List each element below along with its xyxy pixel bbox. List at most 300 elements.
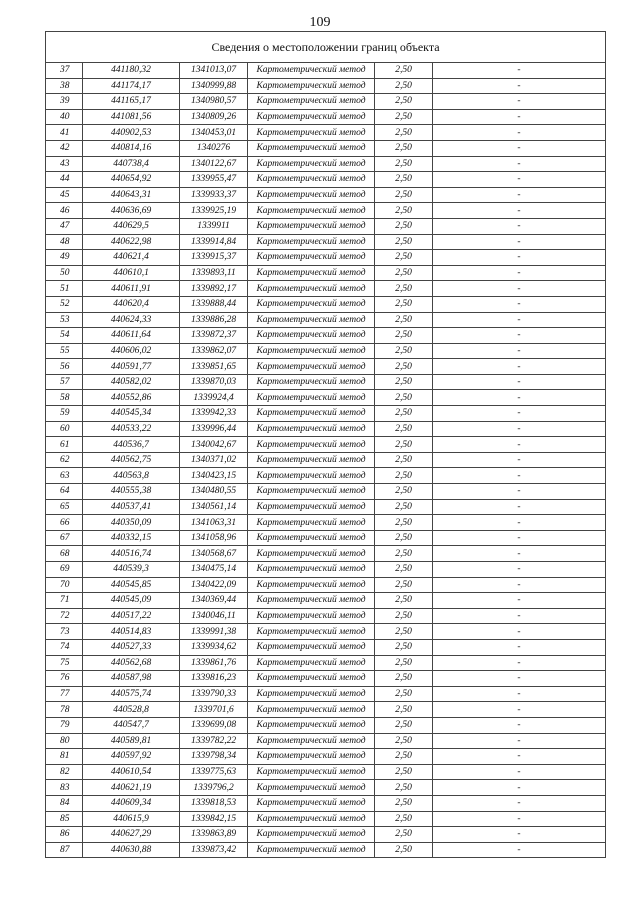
point-number-cell: 44 — [46, 172, 83, 188]
y-coordinate-cell: 1339911 — [180, 218, 248, 234]
description-cell: - — [433, 546, 606, 562]
method-cell: Картометрический метод — [248, 281, 375, 297]
x-coordinate-cell: 440332,15 — [83, 530, 180, 546]
description-cell: - — [433, 452, 606, 468]
y-coordinate-cell: 1339888,44 — [180, 296, 248, 312]
accuracy-cell: 2,50 — [375, 484, 433, 500]
point-number-cell: 60 — [46, 421, 83, 437]
method-cell: Картометрический метод — [248, 780, 375, 796]
point-number-cell: 69 — [46, 562, 83, 578]
method-cell: Картометрический метод — [248, 390, 375, 406]
y-coordinate-cell: 1339996,44 — [180, 421, 248, 437]
point-number-cell: 73 — [46, 624, 83, 640]
x-coordinate-cell: 440621,4 — [83, 250, 180, 266]
x-coordinate-cell: 440539,3 — [83, 562, 180, 578]
x-coordinate-cell: 440536,7 — [83, 437, 180, 453]
point-number-cell: 43 — [46, 156, 83, 172]
method-cell: Картометрический метод — [248, 717, 375, 733]
x-coordinate-cell: 440562,68 — [83, 655, 180, 671]
point-number-cell: 52 — [46, 296, 83, 312]
description-cell: - — [433, 125, 606, 141]
method-cell: Картометрический метод — [248, 608, 375, 624]
method-cell: Картометрический метод — [248, 624, 375, 640]
y-coordinate-cell: 1340480,55 — [180, 484, 248, 500]
table-row — [46, 203, 606, 219]
x-coordinate-cell: 440624,33 — [83, 312, 180, 328]
point-number-cell: 77 — [46, 686, 83, 702]
method-cell: Картометрический метод — [248, 421, 375, 437]
method-cell: Картометрический метод — [248, 484, 375, 500]
method-cell: Картометрический метод — [248, 733, 375, 749]
method-cell: Картометрический метод — [248, 406, 375, 422]
x-coordinate-cell: 440552,86 — [83, 390, 180, 406]
x-coordinate-cell: 440555,38 — [83, 484, 180, 500]
point-number-cell: 83 — [46, 780, 83, 796]
x-coordinate-cell: 440582,02 — [83, 374, 180, 390]
table-row — [46, 94, 606, 110]
method-cell: Картометрический метод — [248, 639, 375, 655]
x-coordinate-cell: 440517,22 — [83, 608, 180, 624]
y-coordinate-cell: 1340475,14 — [180, 562, 248, 578]
y-coordinate-cell: 1339886,28 — [180, 312, 248, 328]
description-cell: - — [433, 343, 606, 359]
description-cell: - — [433, 140, 606, 156]
accuracy-cell: 2,50 — [375, 764, 433, 780]
accuracy-cell: 2,50 — [375, 109, 433, 125]
table-row — [46, 546, 606, 562]
x-coordinate-cell: 440620,4 — [83, 296, 180, 312]
method-cell: Картометрический метод — [248, 593, 375, 609]
description-cell: - — [433, 390, 606, 406]
description-cell: - — [433, 250, 606, 266]
description-cell: - — [433, 374, 606, 390]
y-coordinate-cell: 1339924,4 — [180, 390, 248, 406]
y-coordinate-cell: 1339942,33 — [180, 406, 248, 422]
y-coordinate-cell: 1340980,57 — [180, 94, 248, 110]
x-coordinate-cell: 440533,22 — [83, 421, 180, 437]
accuracy-cell: 2,50 — [375, 218, 433, 234]
point-number-cell: 40 — [46, 109, 83, 125]
y-coordinate-cell: 1339790,33 — [180, 686, 248, 702]
x-coordinate-cell: 440606,02 — [83, 343, 180, 359]
description-cell: - — [433, 265, 606, 281]
method-cell: Картометрический метод — [248, 343, 375, 359]
accuracy-cell: 2,50 — [375, 452, 433, 468]
accuracy-cell: 2,50 — [375, 312, 433, 328]
table-row — [46, 109, 606, 125]
accuracy-cell: 2,50 — [375, 593, 433, 609]
description-cell: - — [433, 717, 606, 733]
accuracy-cell: 2,50 — [375, 780, 433, 796]
accuracy-cell: 2,50 — [375, 608, 433, 624]
method-cell: Картометрический метод — [248, 140, 375, 156]
method-cell: Картометрический метод — [248, 671, 375, 687]
accuracy-cell: 2,50 — [375, 499, 433, 515]
x-coordinate-cell: 440609,34 — [83, 795, 180, 811]
table-row — [46, 452, 606, 468]
y-coordinate-cell: 1341013,07 — [180, 63, 248, 79]
description-cell: - — [433, 359, 606, 375]
table-row — [46, 125, 606, 141]
point-number-cell: 51 — [46, 281, 83, 297]
method-cell: Картометрический метод — [248, 827, 375, 843]
accuracy-cell: 2,50 — [375, 717, 433, 733]
table-row — [46, 795, 606, 811]
description-cell: - — [433, 499, 606, 515]
x-coordinate-cell: 440545,34 — [83, 406, 180, 422]
x-coordinate-cell: 440591,77 — [83, 359, 180, 375]
accuracy-cell: 2,50 — [375, 78, 433, 94]
x-coordinate-cell: 440621,19 — [83, 780, 180, 796]
y-coordinate-cell: 1339818,53 — [180, 795, 248, 811]
y-coordinate-cell: 1340453,01 — [180, 125, 248, 141]
description-cell: - — [433, 702, 606, 718]
accuracy-cell: 2,50 — [375, 343, 433, 359]
method-cell: Картометрический метод — [248, 63, 375, 79]
y-coordinate-cell: 1339851,65 — [180, 359, 248, 375]
method-cell: Картометрический метод — [248, 842, 375, 858]
description-cell: - — [433, 406, 606, 422]
y-coordinate-cell: 1339782,22 — [180, 733, 248, 749]
method-cell: Картометрический метод — [248, 577, 375, 593]
method-cell: Картометрический метод — [248, 686, 375, 702]
table-row — [46, 172, 606, 188]
x-coordinate-cell: 440545,85 — [83, 577, 180, 593]
table-row — [46, 827, 606, 843]
x-coordinate-cell: 440629,5 — [83, 218, 180, 234]
point-number-cell: 82 — [46, 764, 83, 780]
accuracy-cell: 2,50 — [375, 686, 433, 702]
x-coordinate-cell: 440611,91 — [83, 281, 180, 297]
description-cell: - — [433, 94, 606, 110]
boundary-coordinates-table — [45, 31, 606, 858]
method-cell: Картометрический метод — [248, 250, 375, 266]
description-cell: - — [433, 733, 606, 749]
y-coordinate-cell: 1339870,03 — [180, 374, 248, 390]
method-cell: Картометрический метод — [248, 437, 375, 453]
accuracy-cell: 2,50 — [375, 156, 433, 172]
accuracy-cell: 2,50 — [375, 671, 433, 687]
accuracy-cell: 2,50 — [375, 468, 433, 484]
y-coordinate-cell: 1341058,96 — [180, 530, 248, 546]
table-row — [46, 749, 606, 765]
point-number-cell: 47 — [46, 218, 83, 234]
point-number-cell: 59 — [46, 406, 83, 422]
point-number-cell: 38 — [46, 78, 83, 94]
y-coordinate-cell: 1339842,15 — [180, 811, 248, 827]
method-cell: Картометрический метод — [248, 562, 375, 578]
point-number-cell: 50 — [46, 265, 83, 281]
method-cell: Картометрический метод — [248, 265, 375, 281]
accuracy-cell: 2,50 — [375, 421, 433, 437]
table-row — [46, 624, 606, 640]
y-coordinate-cell: 1340122,67 — [180, 156, 248, 172]
point-number-cell: 39 — [46, 94, 83, 110]
table-row — [46, 811, 606, 827]
method-cell: Картометрический метод — [248, 499, 375, 515]
method-cell: Картометрический метод — [248, 655, 375, 671]
accuracy-cell: 2,50 — [375, 250, 433, 266]
y-coordinate-cell: 1339872,37 — [180, 328, 248, 344]
point-number-cell: 55 — [46, 343, 83, 359]
accuracy-cell: 2,50 — [375, 577, 433, 593]
table-row — [46, 218, 606, 234]
point-number-cell: 61 — [46, 437, 83, 453]
accuracy-cell: 2,50 — [375, 281, 433, 297]
y-coordinate-cell: 1339892,17 — [180, 281, 248, 297]
table-row — [46, 515, 606, 531]
y-coordinate-cell: 1340809,26 — [180, 109, 248, 125]
method-cell: Картометрический метод — [248, 234, 375, 250]
table-title-row — [46, 32, 606, 63]
table-row — [46, 390, 606, 406]
accuracy-cell: 2,50 — [375, 827, 433, 843]
table-row — [46, 63, 606, 79]
method-cell: Картометрический метод — [248, 468, 375, 484]
table-row — [46, 577, 606, 593]
x-coordinate-cell: 440547,7 — [83, 717, 180, 733]
method-cell: Картометрический метод — [248, 328, 375, 344]
y-coordinate-cell: 1340422,09 — [180, 577, 248, 593]
point-number-cell: 49 — [46, 250, 83, 266]
table-row — [46, 250, 606, 266]
table-row — [46, 468, 606, 484]
description-cell: - — [433, 562, 606, 578]
method-cell: Картометрический метод — [248, 452, 375, 468]
method-cell: Картометрический метод — [248, 312, 375, 328]
accuracy-cell: 2,50 — [375, 374, 433, 390]
accuracy-cell: 2,50 — [375, 203, 433, 219]
x-coordinate-cell: 440636,69 — [83, 203, 180, 219]
table-row — [46, 702, 606, 718]
method-cell: Картометрический метод — [248, 795, 375, 811]
method-cell: Картометрический метод — [248, 546, 375, 562]
x-coordinate-cell: 440350,09 — [83, 515, 180, 531]
description-cell: - — [433, 624, 606, 640]
y-coordinate-cell: 1339991,38 — [180, 624, 248, 640]
table-row — [46, 842, 606, 858]
y-coordinate-cell: 1340999,88 — [180, 78, 248, 94]
point-number-cell: 57 — [46, 374, 83, 390]
table-row — [46, 359, 606, 375]
accuracy-cell: 2,50 — [375, 624, 433, 640]
description-cell: - — [433, 608, 606, 624]
accuracy-cell: 2,50 — [375, 655, 433, 671]
method-cell: Картометрический метод — [248, 749, 375, 765]
point-number-cell: 56 — [46, 359, 83, 375]
method-cell: Картометрический метод — [248, 172, 375, 188]
table-row — [46, 562, 606, 578]
table-row — [46, 733, 606, 749]
point-number-cell: 79 — [46, 717, 83, 733]
method-cell: Картометрический метод — [248, 94, 375, 110]
accuracy-cell: 2,50 — [375, 140, 433, 156]
method-cell: Картометрический метод — [248, 156, 375, 172]
accuracy-cell: 2,50 — [375, 234, 433, 250]
point-number-cell: 48 — [46, 234, 83, 250]
y-coordinate-cell: 1340046,11 — [180, 608, 248, 624]
point-number-cell: 84 — [46, 795, 83, 811]
table-row — [46, 312, 606, 328]
table-row — [46, 187, 606, 203]
x-coordinate-cell: 440545,09 — [83, 593, 180, 609]
point-number-cell: 86 — [46, 827, 83, 843]
table-row — [46, 764, 606, 780]
accuracy-cell: 2,50 — [375, 296, 433, 312]
point-number-cell: 78 — [46, 702, 83, 718]
y-coordinate-cell: 1340276 — [180, 140, 248, 156]
method-cell: Картометрический метод — [248, 203, 375, 219]
point-number-cell: 80 — [46, 733, 83, 749]
y-coordinate-cell: 1339862,07 — [180, 343, 248, 359]
point-number-cell: 71 — [46, 593, 83, 609]
y-coordinate-cell: 1339915,37 — [180, 250, 248, 266]
x-coordinate-cell: 440575,74 — [83, 686, 180, 702]
y-coordinate-cell: 1339925,19 — [180, 203, 248, 219]
table-row — [46, 717, 606, 733]
y-coordinate-cell: 1341063,31 — [180, 515, 248, 531]
description-cell: - — [433, 639, 606, 655]
description-cell: - — [433, 437, 606, 453]
x-coordinate-cell: 441180,32 — [83, 63, 180, 79]
x-coordinate-cell: 440610,54 — [83, 764, 180, 780]
y-coordinate-cell: 1340371,02 — [180, 452, 248, 468]
y-coordinate-cell: 1339775,63 — [180, 764, 248, 780]
accuracy-cell: 2,50 — [375, 749, 433, 765]
description-cell: - — [433, 515, 606, 531]
description-cell: - — [433, 328, 606, 344]
method-cell: Картометрический метод — [248, 78, 375, 94]
x-coordinate-cell: 440627,29 — [83, 827, 180, 843]
description-cell: - — [433, 109, 606, 125]
accuracy-cell: 2,50 — [375, 546, 433, 562]
x-coordinate-cell: 440514,83 — [83, 624, 180, 640]
description-cell: - — [433, 203, 606, 219]
description-cell: - — [433, 296, 606, 312]
y-coordinate-cell: 1339934,62 — [180, 639, 248, 655]
y-coordinate-cell: 1339933,37 — [180, 187, 248, 203]
x-coordinate-cell: 440814,16 — [83, 140, 180, 156]
point-number-cell: 62 — [46, 452, 83, 468]
description-cell: - — [433, 577, 606, 593]
description-cell: - — [433, 421, 606, 437]
x-coordinate-cell: 440902,53 — [83, 125, 180, 141]
table-row — [46, 484, 606, 500]
x-coordinate-cell: 440597,92 — [83, 749, 180, 765]
x-coordinate-cell: 440643,31 — [83, 187, 180, 203]
y-coordinate-cell: 1339955,47 — [180, 172, 248, 188]
table-row — [46, 780, 606, 796]
accuracy-cell: 2,50 — [375, 328, 433, 344]
accuracy-cell: 2,50 — [375, 63, 433, 79]
x-coordinate-cell: 440527,33 — [83, 639, 180, 655]
point-number-cell: 74 — [46, 639, 83, 655]
x-coordinate-cell: 441081,56 — [83, 109, 180, 125]
point-number-cell: 46 — [46, 203, 83, 219]
description-cell: - — [433, 468, 606, 484]
point-number-cell: 75 — [46, 655, 83, 671]
table-row — [46, 437, 606, 453]
y-coordinate-cell: 1339796,2 — [180, 780, 248, 796]
description-cell: - — [433, 63, 606, 79]
table-row — [46, 296, 606, 312]
x-coordinate-cell: 440654,92 — [83, 172, 180, 188]
table-row — [46, 140, 606, 156]
table-row — [46, 406, 606, 422]
x-coordinate-cell: 441174,17 — [83, 78, 180, 94]
point-number-cell: 85 — [46, 811, 83, 827]
accuracy-cell: 2,50 — [375, 359, 433, 375]
y-coordinate-cell: 1340042,67 — [180, 437, 248, 453]
method-cell: Картометрический метод — [248, 764, 375, 780]
x-coordinate-cell: 440563,8 — [83, 468, 180, 484]
accuracy-cell: 2,50 — [375, 437, 433, 453]
table-row — [46, 281, 606, 297]
accuracy-cell: 2,50 — [375, 795, 433, 811]
description-cell: - — [433, 218, 606, 234]
point-number-cell: 45 — [46, 187, 83, 203]
description-cell: - — [433, 312, 606, 328]
x-coordinate-cell: 440622,98 — [83, 234, 180, 250]
description-cell: - — [433, 484, 606, 500]
point-number-cell: 76 — [46, 671, 83, 687]
y-coordinate-cell: 1340568,67 — [180, 546, 248, 562]
description-cell: - — [433, 78, 606, 94]
method-cell: Картометрический метод — [248, 125, 375, 141]
y-coordinate-cell: 1340369,44 — [180, 593, 248, 609]
y-coordinate-cell: 1339798,34 — [180, 749, 248, 765]
method-cell: Картометрический метод — [248, 515, 375, 531]
accuracy-cell: 2,50 — [375, 733, 433, 749]
x-coordinate-cell: 440738,4 — [83, 156, 180, 172]
accuracy-cell: 2,50 — [375, 94, 433, 110]
y-coordinate-cell: 1339893,11 — [180, 265, 248, 281]
description-cell: - — [433, 686, 606, 702]
table-row — [46, 686, 606, 702]
accuracy-cell: 2,50 — [375, 562, 433, 578]
table-row — [46, 499, 606, 515]
description-cell: - — [433, 156, 606, 172]
description-cell: - — [433, 530, 606, 546]
table-row — [46, 639, 606, 655]
y-coordinate-cell: 1339863,89 — [180, 827, 248, 843]
point-number-cell: 58 — [46, 390, 83, 406]
x-coordinate-cell: 440537,41 — [83, 499, 180, 515]
y-coordinate-cell: 1339699,08 — [180, 717, 248, 733]
method-cell: Картометрический метод — [248, 702, 375, 718]
accuracy-cell: 2,50 — [375, 172, 433, 188]
table-row — [46, 671, 606, 687]
point-number-cell: 72 — [46, 608, 83, 624]
method-cell: Картометрический метод — [248, 218, 375, 234]
description-cell: - — [433, 281, 606, 297]
method-cell: Картометрический метод — [248, 530, 375, 546]
method-cell: Картометрический метод — [248, 359, 375, 375]
method-cell: Картометрический метод — [248, 374, 375, 390]
page-number: 109 — [309, 15, 331, 30]
point-number-cell: 66 — [46, 515, 83, 531]
point-number-cell: 42 — [46, 140, 83, 156]
description-cell: - — [433, 172, 606, 188]
x-coordinate-cell: 440630,88 — [83, 842, 180, 858]
y-coordinate-cell: 1339816,23 — [180, 671, 248, 687]
point-number-cell: 63 — [46, 468, 83, 484]
x-coordinate-cell: 440587,98 — [83, 671, 180, 687]
description-cell: - — [433, 827, 606, 843]
accuracy-cell: 2,50 — [375, 265, 433, 281]
accuracy-cell: 2,50 — [375, 842, 433, 858]
accuracy-cell: 2,50 — [375, 702, 433, 718]
